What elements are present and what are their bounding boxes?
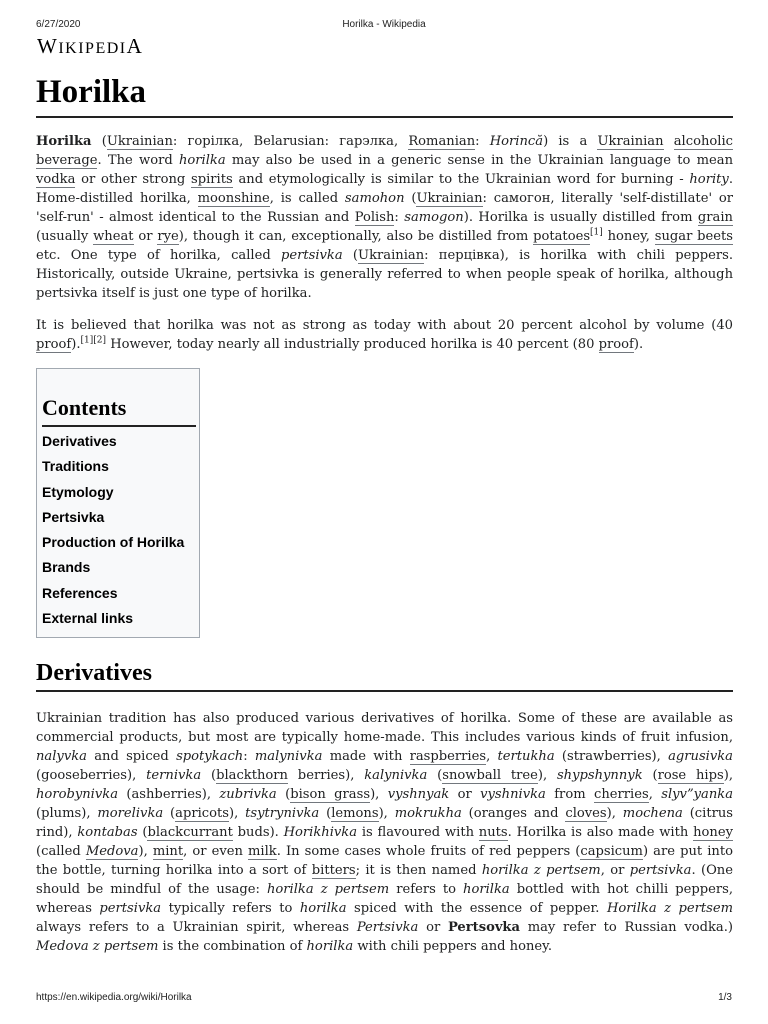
text: (ashberries), [118, 787, 220, 802]
link-milk[interactable]: milk [248, 844, 277, 859]
link-moonshine[interactable]: moonshine [197, 191, 270, 206]
text: ) is a [543, 134, 598, 149]
toc-item-references[interactable]: References [42, 584, 118, 601]
link-blackthorn[interactable]: blackthorn [216, 768, 288, 783]
text: (gooseberries), [36, 768, 147, 783]
link-mint[interactable]: mint [152, 844, 184, 859]
text: It is believed that horilka was not as strong as today with about 20 percent alcohol by volume (40 [36, 318, 733, 333]
italic-horilka: horilka [463, 882, 510, 897]
toc-item-production[interactable]: Production of Horilka [42, 534, 185, 551]
italic-horilka-2: horilka [299, 901, 347, 916]
text: . In some cases whole fruits of red peppers ( [276, 844, 581, 859]
link-ukrainian-language-2[interactable]: Ukrainian [416, 191, 483, 206]
text: ), [378, 806, 395, 821]
text: . Horilka is also made with [507, 825, 694, 840]
logo-initial-w: W [37, 34, 59, 58]
text: , [486, 749, 498, 764]
text: . (One should be mindful of the usage: [36, 863, 733, 897]
italic-pertsivka-3: Pertsivka [356, 920, 419, 935]
link-ukrainian-language[interactable]: Ukrainian [106, 134, 173, 149]
text: ), though it can, exceptionally, also be distilled from [178, 229, 534, 244]
text: ), [606, 806, 623, 821]
text: ( [319, 806, 332, 821]
italic-pertsivka: pertsivka [280, 248, 343, 263]
text: or [449, 787, 481, 802]
text: : самогон, literally 'self-distillate' or 'self-run' - almost identical to the Russian and [36, 191, 733, 225]
logo-final-a: A [126, 34, 144, 58]
toc-item-pertsivka[interactable]: Pertsivka [42, 508, 105, 525]
text: (usually [36, 229, 94, 244]
intro-paragraph [36, 132, 733, 303]
italic-horobynivka: horobynivka [36, 787, 118, 802]
print-footer [36, 992, 732, 1006]
link-proof-2[interactable]: proof [598, 337, 634, 352]
text: refers to [389, 882, 464, 897]
italic-pertsivka: pertsivka [629, 863, 692, 878]
link-bitters[interactable]: bitters [311, 863, 356, 878]
italic-malynivka: malynivka [254, 749, 323, 764]
text: : [475, 134, 490, 149]
text: may also be used in a generic sense in the Ukrainian language to mean [225, 153, 733, 168]
text: or [133, 229, 158, 244]
link-grain[interactable]: grain [697, 210, 733, 225]
link-capsicum[interactable]: capsicum [580, 844, 643, 859]
italic-samogon: samogon [404, 210, 464, 225]
text: berries), [288, 768, 365, 783]
logo-middle-letters: IKIPEDI [58, 40, 127, 57]
text: ( [91, 134, 107, 149]
toc-item-traditions[interactable]: Traditions [42, 458, 109, 475]
toc-item-derivatives[interactable]: Derivatives [42, 433, 117, 449]
print-date: 6/27/2020 [36, 19, 81, 30]
text: may refer to Russian vodka.) [519, 920, 733, 935]
text: , or [600, 863, 630, 878]
text: ) are put into the bottle, turning horilka into a sort of [36, 844, 733, 878]
text [664, 134, 674, 149]
italic-mochena: mochena [622, 806, 683, 821]
print-header [36, 19, 732, 33]
citation-1[interactable]: [1] [590, 227, 603, 238]
italic-tsytrynivka: tsytrynivka [245, 806, 320, 821]
italic-nalyvka: nalyvka [36, 749, 87, 764]
text: always refers to a Ukrainian spirit, whereas [36, 920, 357, 935]
text: with chili peppers and honey. [353, 939, 552, 954]
text: . The word [97, 153, 179, 168]
text: : [394, 210, 405, 225]
italic-slyvyanka: slyv”yanka [661, 787, 734, 802]
strength-paragraph [36, 316, 733, 354]
link-nuts[interactable]: nuts [478, 825, 508, 840]
italic-morelivka: morelivka [97, 806, 164, 821]
text: ; it is then named [355, 863, 482, 878]
italic-spotykach: spotykach [176, 749, 244, 764]
italic-kalynivka: kalynivka [364, 768, 428, 783]
text: ), [138, 844, 153, 859]
text: ). [633, 337, 644, 352]
toc-list [42, 431, 184, 633]
italic-pertsivka-2: pertsivka [99, 901, 162, 916]
italic-ternivka: ternivka [146, 768, 202, 783]
italic-tertukha: tertukha [497, 749, 555, 764]
link-polish-language[interactable]: Polish [354, 210, 395, 225]
text: is the combination of [158, 939, 307, 954]
text: : [243, 749, 255, 764]
link-romanian-language[interactable]: Romanian [408, 134, 476, 149]
link-sugar-beets[interactable]: sugar beets [654, 229, 734, 244]
text: However, today nearly all industrially produced horilka is 40 percent (80 [106, 337, 599, 352]
text: : горілка, Belarusian: гарэлка, [172, 134, 409, 149]
text: (strawberries), [554, 749, 669, 764]
link-bison-grass[interactable]: bison grass [290, 787, 371, 802]
text: (oranges and [461, 806, 566, 821]
text: Ukrainian tradition has also produced various derivatives of horilka. Some of these are available as commercial products, but most are typically home-made. This includes various kinds of fruit infusion, [36, 711, 733, 745]
wikipedia-logo[interactable] [37, 34, 143, 59]
italic-horilka-z-pertsem-3: Horilka z pertsem [606, 901, 734, 916]
link-lemons[interactable]: lemons [331, 806, 379, 821]
text: : перцівка), is horilka with chili peppers. Historically, outside Ukraine, pertsivka is generally referred to when people speak of horilka, although pertsivka itself is just one type of horilka. [36, 248, 733, 301]
link-rye[interactable]: rye [157, 229, 179, 244]
text: made with [322, 749, 410, 764]
print-page-title: Horilka - Wikipedia [342, 19, 426, 30]
text: buds). [232, 825, 284, 840]
text: typically refers to [161, 901, 300, 916]
italic-mokrukha: mokrukha [394, 806, 462, 821]
italic-horikhivka: Horikhivka [283, 825, 358, 840]
link-rose-hips[interactable]: rose hips [657, 768, 724, 783]
text: ), [723, 768, 733, 783]
bold-pertsovka: Pertsovka [447, 920, 520, 935]
romanian-term: Horincă [489, 134, 544, 149]
text: ), [229, 806, 246, 821]
text: or [418, 920, 448, 935]
text: , [648, 787, 662, 802]
text: , or even [183, 844, 249, 859]
text: or other strong [75, 172, 191, 187]
italic-horilka-z-pertsem-2: horilka z pertsem [266, 882, 390, 897]
link-cherries[interactable]: cherries [594, 787, 649, 802]
print-url: https://en.wikipedia.org/wiki/Horilka [36, 992, 192, 1003]
toc-item-etymology[interactable]: Etymology [42, 483, 114, 500]
toc-item-brands[interactable]: Brands [42, 559, 91, 576]
citation-2[interactable]: [2] [93, 335, 107, 346]
italic-horilka: horilka [178, 153, 226, 168]
text: ), [537, 768, 557, 783]
text: ( [163, 806, 176, 821]
italic-medova-z-pertsem: Medova z pertsem [36, 939, 159, 954]
link-vodka[interactable]: vodka [36, 172, 76, 187]
text: ). Horilka is usually distilled from [463, 210, 698, 225]
link-snowball-tree[interactable]: snowball tree [442, 768, 538, 783]
link-alcoholic-beverage[interactable]: alcoholic beverage [36, 134, 733, 168]
text: bottled with hot chilli peppers, whereas [36, 882, 734, 916]
text: ( [642, 768, 658, 783]
link-cloves[interactable]: cloves [565, 806, 607, 821]
text: and etymologically is similar to the Ukrainian word for burning - [232, 172, 690, 187]
italic-shypshynnyk: shypshynnyk [556, 768, 643, 783]
link-medova[interactable]: Medova [85, 844, 139, 859]
text: ( [201, 768, 217, 783]
text: ( [137, 825, 148, 840]
link-honey[interactable]: honey [693, 825, 733, 840]
text: etc. One type of horilka, called [36, 248, 281, 263]
italic-zubrivka: zubrivka [219, 787, 277, 802]
link-spirits[interactable]: spirits [191, 172, 233, 187]
text: ( [342, 248, 359, 263]
text: (citrus rind), [36, 806, 734, 840]
text: (called [36, 844, 86, 859]
link-potatoes[interactable]: potatoes [533, 229, 591, 244]
derivatives-paragraph [36, 709, 733, 956]
text: spiced with the essence of pepper. [346, 901, 607, 916]
toc-item-external-links[interactable]: External links [42, 610, 134, 627]
text: , is called [269, 191, 345, 206]
text: and spiced [86, 749, 177, 764]
link-ukrainian[interactable]: Ukrainian [597, 134, 664, 149]
italic-samohon: samohon [344, 191, 405, 206]
italic-vyshnivka: vyshnivka [480, 787, 546, 802]
italic-kontabas: kontabas [77, 825, 138, 840]
link-raspberries[interactable]: raspberries [409, 749, 487, 764]
italic-hority: hority [689, 172, 729, 187]
table-of-contents [36, 368, 200, 638]
intro-term: Horilka [36, 134, 92, 149]
text: . Home-distilled horilka, [36, 172, 733, 206]
italic-horilka-3: horilka [306, 939, 354, 954]
link-proof[interactable]: proof [36, 337, 72, 352]
italic-agrusivka: agrusivka [668, 749, 733, 764]
link-blackcurrant[interactable]: blackcurrant [147, 825, 233, 840]
text: is flavoured with [357, 825, 479, 840]
text: ), [370, 787, 388, 802]
text: (plums), [36, 806, 98, 821]
text: honey, [602, 229, 655, 244]
text: ( [404, 191, 417, 206]
text: from [545, 787, 594, 802]
print-page-number: 1/3 [718, 992, 732, 1003]
link-ukrainian-language-3[interactable]: Ukrainian [358, 248, 425, 263]
link-wheat[interactable]: wheat [93, 229, 134, 244]
section-heading-derivatives: Derivatives [36, 656, 733, 692]
page-title: Horilka [36, 72, 733, 118]
text: ). [71, 337, 81, 352]
toc-title: Contents [42, 393, 196, 427]
citation-1[interactable]: [1] [80, 335, 94, 346]
link-apricots[interactable]: apricots [175, 806, 230, 821]
italic-horilka-z-pertsem: horilka z pertsem [481, 863, 601, 878]
text: ( [427, 768, 443, 783]
text: ( [276, 787, 291, 802]
italic-vyshnyak: vyshnyak [387, 787, 450, 802]
